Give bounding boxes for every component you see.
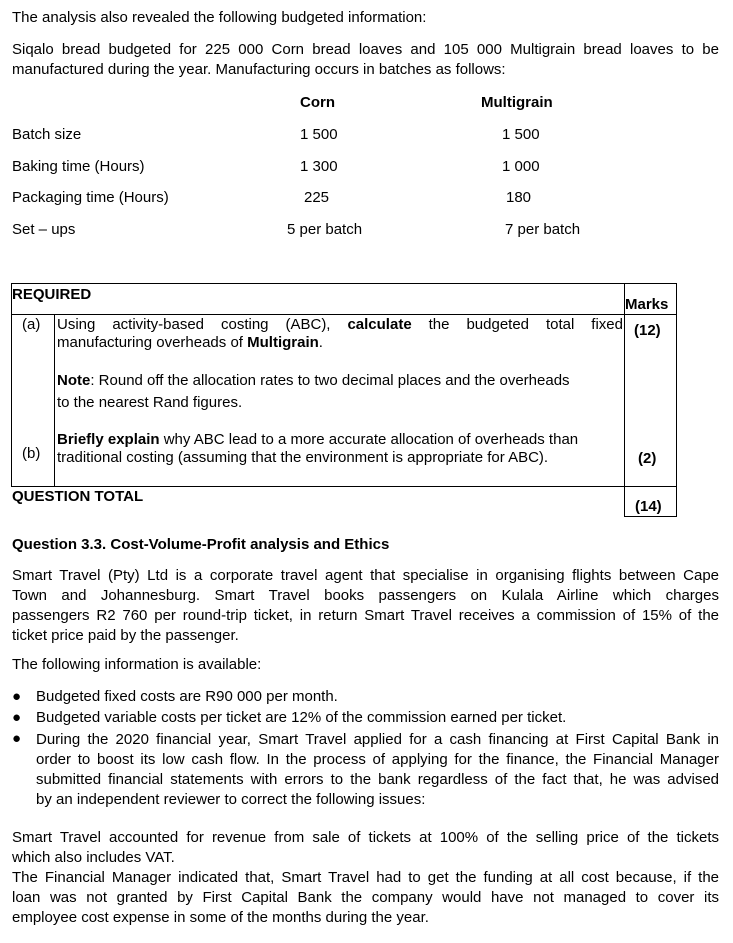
q33-p3-line-4: loan was not granted by First Capital Bank the company would have not managed to cover its [12, 889, 719, 906]
bullet-financing-line-2: order to boost its low cash flow. In the process of applying for the finance, the Financial Manager [36, 751, 719, 768]
cell-multigrain-baking-time: 1 000 [502, 158, 540, 175]
part-a-label: (a) [22, 316, 41, 333]
q33-p3-line-1: Smart Travel accounted for revenue from sale of tickets at 100% of the selling price of the tickets [12, 829, 719, 846]
cell-corn-packaging-time: 225 [304, 189, 330, 206]
required-box-left-border [11, 283, 12, 487]
q33-paragraph-1 [12, 566, 719, 646]
part-a-line-1: Using activity-based costing (ABC), calculate the budgeted total fixed [57, 316, 623, 333]
bullet-financing [36, 730, 719, 810]
header-multigrain: Multigrain [481, 94, 553, 111]
briefly-explain-emphasis: Briefly explain [57, 431, 160, 448]
q33-paragraph-3 [12, 828, 719, 928]
multigrain-emphasis: Multigrain [247, 334, 319, 351]
bullet-financing-line-3: submitted financial statements with errors to the bank regardless of the fact that, he was advised [36, 771, 719, 788]
q33-p3-line-5: employee cost expense in some of the months during the year. [12, 909, 429, 926]
bullet-dot: ● [12, 730, 22, 747]
row-label-set-ups: Set – ups [12, 221, 76, 238]
required-heading: REQUIRED [12, 286, 92, 303]
q33-p1-line-2: Town and Johannesburg. Smart Travel books passengers on Kulala Airline which charges [12, 587, 719, 604]
bullet-fixed-costs: Budgeted fixed costs are R90 000 per month. [36, 688, 338, 705]
part-a-line-2: manufacturing overheads of Multigrain. [57, 334, 323, 351]
cell-corn-set-ups: 5 per batch [287, 221, 363, 238]
q33-paragraph-2: The following information is available: [12, 656, 262, 673]
required-box-top-border [11, 283, 677, 284]
intro-text: The analysis also revealed the following budgeted information: [12, 9, 427, 26]
required-box-right-border [676, 283, 677, 517]
q33-p3-line-2: which also includes VAT. [12, 849, 175, 866]
cell-multigrain-set-ups: 7 per batch [505, 221, 581, 238]
q33-p3-line-3: The Financial Manager indicated that, Smart Travel had to get the funding at all cost because, if the [12, 869, 719, 886]
bullet-dot: ● [12, 709, 22, 726]
row-label-baking-time: Baking time (Hours) [12, 158, 145, 175]
bullet-dot: ● [12, 688, 22, 705]
marks-total-bottom-border [624, 516, 677, 517]
q33-p1-line-4: ticket price paid by the passenger. [12, 627, 239, 644]
bullet-financing-line-4: by an independent reviewer to correct the following issues: [36, 791, 426, 808]
budget-paragraph-line-1: Siqalo bread budgeted for 225 000 Corn bread loaves and 105 000 Multigrain bread loaves to be [12, 41, 719, 58]
marks-header: Marks [625, 296, 669, 313]
q33-p1-line-1: Smart Travel (Pty) Ltd is a corporate travel agent that specialise in organising flights between Cape [12, 567, 719, 584]
budget-paragraph [12, 40, 719, 80]
budget-paragraph-line-2: manufactured during the year. Manufacturing occurs in batches as follows: [12, 61, 506, 78]
cell-corn-batch-size: 1 500 [300, 126, 338, 143]
bullet-variable-costs: Budgeted variable costs per ticket are 12% of the commission earned per ticket. [36, 709, 567, 726]
q33-p1-line-3: passengers R2 760 per round-trip ticket, in return Smart Travel receives a commission of 15% of the [12, 607, 719, 624]
question-3-3-heading: Question 3.3. Cost-Volume-Profit analysis and Ethics [12, 536, 390, 553]
cell-multigrain-packaging-time: 180 [506, 189, 532, 206]
part-a-text [57, 316, 623, 352]
question-total-label: QUESTION TOTAL [12, 488, 144, 505]
marks-column-divider [624, 283, 625, 517]
cell-multigrain-batch-size: 1 500 [502, 126, 540, 143]
note-line-2: to the nearest Rand figures. [57, 394, 243, 411]
bullet-financing-line-1: During the 2020 financial year, Smart Travel applied for a cash financing at First Capital Bank in [36, 731, 719, 748]
cell-corn-baking-time: 1 300 [300, 158, 338, 175]
part-b-text: Briefly explain why ABC lead to a more accurate allocation of overheads than traditional costing (assuming that the environment is appropriate for ABC). [57, 431, 579, 466]
row-label-batch-size: Batch size [12, 126, 82, 143]
header-corn: Corn [300, 94, 335, 111]
row-label-packaging-time: Packaging time (Hours) [12, 189, 169, 206]
part-b-marks: (2) [638, 450, 657, 467]
required-box-header-divider [11, 314, 677, 315]
label-column-divider [54, 314, 55, 486]
part-b-label: (b) [22, 445, 41, 462]
note-label: Note [57, 372, 91, 389]
required-box-total-divider [11, 486, 677, 487]
calculate-emphasis: calculate [347, 316, 412, 333]
note-text: Note: Round off the allocation rates to two decimal places and the overheads to the nearest Rand figures. [57, 370, 570, 414]
question-total-marks: (14) [635, 498, 662, 515]
part-a-marks: (12) [634, 322, 661, 339]
part-b-line-2: traditional costing (assuming that the environment is appropriate for ABC). [57, 449, 549, 466]
